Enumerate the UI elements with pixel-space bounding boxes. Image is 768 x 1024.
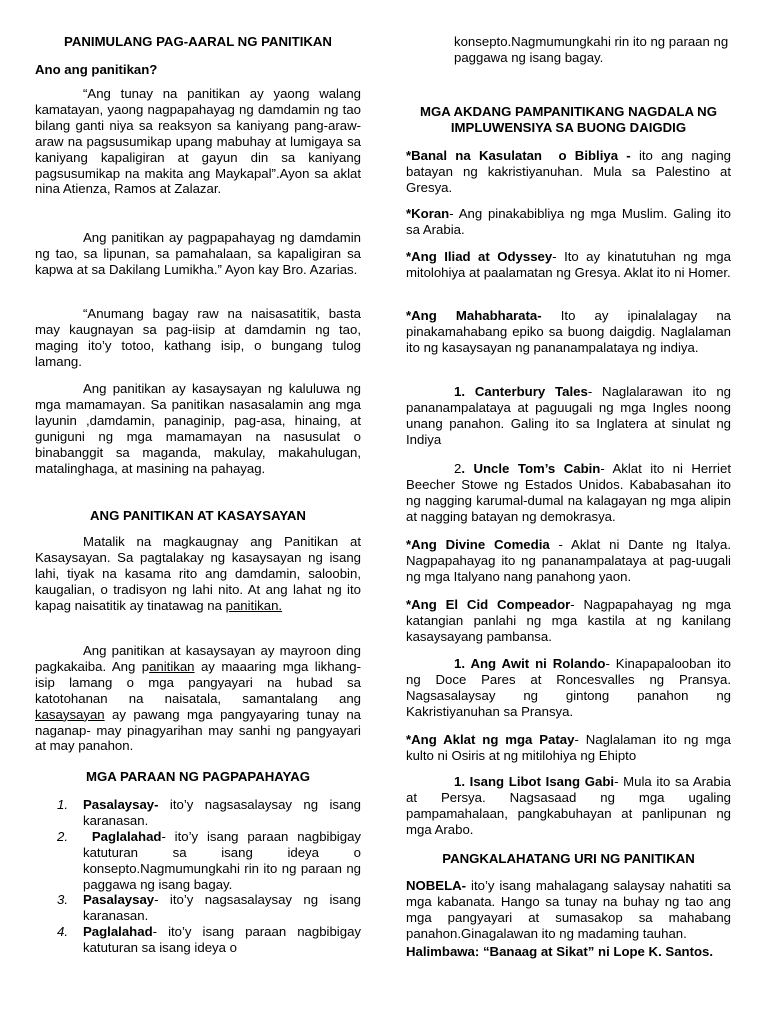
work-title: 1. Ang Awit ni Rolando [454,656,606,671]
work-entry [406,732,731,764]
work-desc: - Ang pinakabibliya ng mga Muslim. Galing ito sa Arabia. [406,206,731,237]
work-entry [406,249,731,281]
paragraph: “Ang tunay na panitikan ay yaong walang kamatayan, yaong nagpapahayag ng damdamin ng tao bilang ganti niya sa reaksyon sa kaniyang pang-araw-araw na pagsusumikap upang mabuhay at lumigaya sa kaniyang kapaligiran at gayun din sa kaniyang pagsusumikap na makita ang Maykapal”.Ayon sa aklat nina Atienza, Ramos at Zalazar. [35,86,361,197]
list-desc: - ito’y isang paraan nagbibigay katuturan sa isang ideya o [83,924,361,956]
paragraph: Ang panitikan ay pagpapahayag ng damdamin ng tao, sa lipunan, sa pamahalaan, sa kapaligiran sa kapwa at sa Dakilang Lumikha.” Ayon kay Bro. Azarias. [35,230,361,277]
list-number: 4. [57,924,68,940]
methods-list [35,797,361,956]
work-desc: - Nagpapahayag ng mga katangian panlahi ng mga kastila at ng kanilang kasaysayang pambansa. [406,597,731,644]
work-title: *Koran [406,206,450,221]
work-title: *Ang Aklat ng mga Patay [406,732,575,747]
section-heading: MGA PARAAN NG PAGPAPAHAYAG [86,769,310,784]
list-item [35,797,361,829]
work-desc: - Aklat ni Dante ng Italya. Nagpapahayag ito ng pananampalataya at pag-uugali ng mga Italyano nang panahong yaon. [406,537,731,584]
list-desc: - ito’y isang paraan nagbibigay katuturan sa isang ideya o konsepto.Nagmumungkahi rin ito ng paraan ng paggawa ng isang bagay. [83,828,361,892]
page-title: PANIMULANG PAG-AARAL NG PANITIKAN [64,34,332,49]
genre-term: NOBELA- [406,878,467,893]
section-heading: PANGKALAHATANG URI NG PANITIKAN [442,851,695,866]
list-term: Paglalahad [83,924,153,940]
list-item [35,892,361,924]
underlined-term: kasaysayan [35,706,105,722]
work-title: 1. Canterbury Tales [454,384,588,399]
list-term: Pasalaysay- [83,797,159,812]
question-heading: Ano ang panitikan? [35,62,158,77]
section-heading: MGA AKDANG PAMPANITIKANG NAGDALA NG IMPLUWENSIYA SA BUONG DAIGDIG [420,104,717,135]
paragraph-text: Matalik na magkaugnay ang Panitikan at Kasaysayan. Sa pagtalakay ng kasaysayan ng isang lahi, tiyak na kasama rito ang damdamin, saloobin, kaugalian, o tradisyon ng lahi nito. At ang lahat ng ito kapag naisatitik ay tinatawag na [35,534,361,613]
work-desc: - Mula ito sa Arabia at Persya. Nagsasaad ng mga ugaling pampamahalaan, pangkabuhayan at panlipunan ng mga Arabo. [406,774,731,837]
list-number: 3. [57,892,68,908]
paragraph: “Anumang bagay raw na naisasatitik, basta may kaugnayan sa pag-iisip at damdamin ng tao, maging ito’y totoo, kathang isip, o bungang tulog lamang. [35,306,361,369]
paragraph [35,643,361,754]
underlined-term: panitikan. [225,597,283,613]
list-number: 2. [57,828,68,844]
paragraph: Ang panitikan ay kasaysayan ng kaluluwa ng mga mamamayan. Sa panitikan nasasalamin ang mga layunin ,damdamin, panaginip, pag-asa, hinaing, at guniguni ng mga mamamayan na nasusulat o binabanggit sa maganda, makulay, makahulugan, matalinghaga, at masining na pahayag. [35,381,361,476]
work-entry [406,656,731,720]
list-item [35,829,361,893]
work-title: *Ang Mahabharata- [406,308,542,323]
example-line: Halimbawa: “Banaag at Sikat” ni Lope K. Santos. [406,944,714,959]
work-desc: ito ang naging batayan ng kakristiyanuhan. Mula sa Palestino at Gresya. [406,148,731,195]
work-entry [406,537,731,585]
work-title: 1. Isang Libot Isang Gabi [454,774,615,789]
paragraph-text: ay pawang mga pangyayaring tunay na naganap- may pinagyarihan may sanhi ng pangyayari at may panahon. [35,706,361,754]
paragraph [35,534,361,614]
work-number: 2 [454,461,462,476]
work-entry [406,206,731,238]
work-desc: Ito ay ipinalalagay na pinakamahabang epiko sa buong daigdig. Naglalaman ito ng kasaysayan ng pananampalataya ng indiya. [406,308,731,355]
work-entry [406,308,731,356]
underlined-term: anitikan [149,658,195,674]
work-title: *Ang Iliad at Odyssey [406,249,553,264]
list-term: Pasalaysay [83,892,155,908]
work-title: . Uncle Tom’s Cabin [461,461,601,476]
section-heading: ANG PANITIKAN AT KASAYSAYAN [90,508,306,523]
work-desc: - Naglalarawan ito ng pananampalataya at paguugali ng mga Ingles noong unang panahon. Galing ito sa Inglatera at sinulat ng Indiya [406,384,732,447]
work-entry [406,597,731,645]
paragraph-text: Ang panitikan at kasaysayan ay mayroon ding pagkakaiba. Ang p [35,643,361,674]
paragraph [406,878,731,942]
work-entry [406,461,731,525]
work-desc: - Ito ay kinatutuhan ng mga mitolohiya at paalamatan ng Gresya. Aklat ito ni Homer. [406,249,731,280]
paragraph-text: ay maaaring mga likhang-isip lamang o mga pangyayari na hubad sa katotohanan na naisatala, samantalang ang [35,658,361,706]
list-number: 1. [57,797,68,812]
work-desc: - Aklat ito ni Herriet Beecher Stowe ng Estados Unidos. Kababasahan ito ng nagging karumal-dumal na kalagayan ng mga alipin at nagging batayan ng demokrasya. [406,461,731,524]
list-item [35,924,361,956]
work-desc: - Naglalaman ito ng mga kulto ni Osiris at ng mitilohiya ng Ehipto [406,732,731,763]
genre-desc: ito’y isang mahalagang salaysay nahatiti sa mga kabanata. Hango sa tunay na buhay ng tao ang mga pangyayari at sumasakop sa mahabang panahon.Ginagalawan ito ng madaming tauhan. [406,878,731,941]
work-entry [406,148,731,196]
work-title: *Ang El Cid Compeador [406,597,571,612]
work-title: *Banal na Kasulatan o Bibliya - [406,148,631,163]
list-term: Paglalahad [83,828,162,844]
work-title: *Ang Divine Comedia [406,537,550,552]
list-desc: ito’y nagsasalaysay ng isang karanasan. [83,797,361,828]
work-desc: - Kinapapalooban ito ng Doce Pares at Roncesvalles ng Pransya. Nagsasalaysay ng gintong panahon ng Kakristiyanuhan sa Pransya. [406,656,731,719]
work-entry [406,384,731,448]
list-desc: - ito’y nagsasalaysay ng isang karanasan. [83,892,361,924]
paragraph: konsepto.Nagmumungkahi rin ito ng paraan ng paggawa ng isang bagay. [454,34,729,65]
work-entry [406,774,731,838]
